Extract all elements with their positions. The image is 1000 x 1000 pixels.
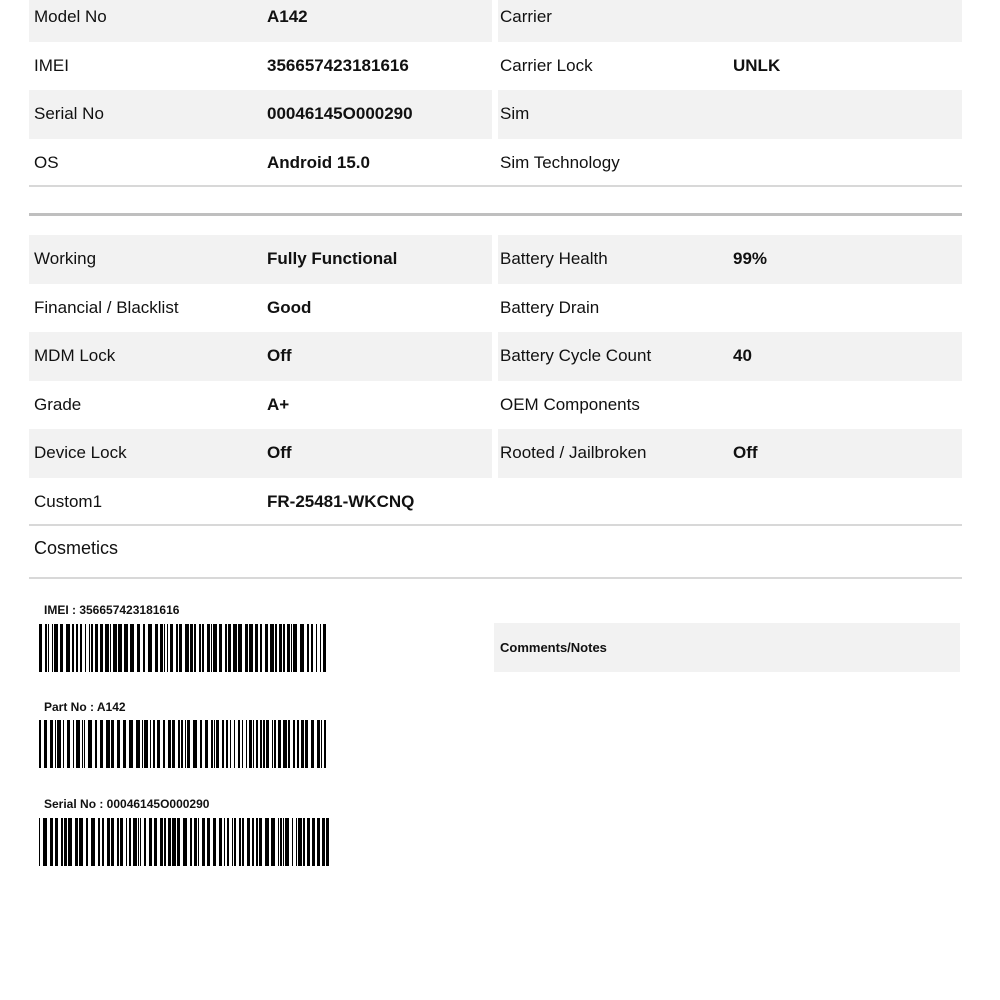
cosmetics-heading: Cosmetics xyxy=(34,538,119,558)
field-label: Grade xyxy=(34,394,82,414)
field-label: Carrier xyxy=(500,7,552,27)
field-label: Financial / Blacklist xyxy=(34,297,179,317)
field-label: Custom1 xyxy=(34,491,103,511)
table-row xyxy=(29,381,962,430)
barcode-part-no-icon xyxy=(39,720,329,768)
field-label: Carrier Lock xyxy=(500,55,593,75)
field-label: IMEI xyxy=(34,55,69,75)
barcode-imei-icon xyxy=(39,624,329,672)
divider xyxy=(29,577,962,579)
field-label: OS xyxy=(34,152,59,172)
field-value: Fully Functional xyxy=(267,249,398,269)
field-value: Off xyxy=(267,346,292,366)
field-value: Off xyxy=(733,443,758,463)
field-value: 40 xyxy=(733,346,752,366)
barcode-label-part-no: Part No : A142 xyxy=(44,700,126,714)
comments-notes-label: Comments/Notes xyxy=(500,640,607,655)
field-value: FR-25481-WKCNQ xyxy=(267,491,415,511)
table-row xyxy=(29,332,962,381)
section-divider xyxy=(29,213,962,216)
device-info-table xyxy=(29,0,962,187)
barcode-label-serial-no: Serial No : 00046145O000290 xyxy=(44,797,210,811)
field-label: Rooted / Jailbroken xyxy=(500,443,647,463)
field-label: Device Lock xyxy=(34,443,127,463)
table-row xyxy=(29,139,962,188)
field-value: 00046145O000290 xyxy=(267,104,413,124)
table-row xyxy=(29,42,962,91)
field-value: 99% xyxy=(733,249,768,269)
device-status-table xyxy=(29,235,962,526)
table-row xyxy=(29,284,962,333)
field-label: Battery Health xyxy=(500,249,608,269)
barcode-label-imei: IMEI : 356657423181616 xyxy=(44,603,180,617)
field-value: 356657423181616 xyxy=(267,55,409,75)
field-label: Serial No xyxy=(34,104,104,124)
field-label: OEM Components xyxy=(500,394,640,414)
field-label: Sim xyxy=(500,104,530,124)
field-label: Battery Cycle Count xyxy=(500,346,652,366)
table-row xyxy=(29,235,962,284)
divider xyxy=(29,185,962,187)
field-value: A+ xyxy=(267,394,290,414)
table-row xyxy=(29,429,962,478)
field-value: Good xyxy=(267,297,312,317)
field-value: Off xyxy=(267,443,292,463)
comments-notes-box xyxy=(494,623,960,672)
table-row xyxy=(29,478,962,527)
field-label: Working xyxy=(34,249,97,269)
field-label: MDM Lock xyxy=(34,346,116,366)
field-label: Battery Drain xyxy=(500,297,600,317)
divider xyxy=(29,524,962,526)
field-label: Model No xyxy=(34,7,107,27)
table-row xyxy=(29,0,962,42)
field-value: Android 15.0 xyxy=(267,152,370,172)
barcode-serial-no-icon xyxy=(39,818,329,866)
field-value: A142 xyxy=(267,7,308,27)
field-label: Sim Technology xyxy=(500,152,620,172)
field-value: UNLK xyxy=(733,55,781,75)
table-row xyxy=(29,90,962,139)
